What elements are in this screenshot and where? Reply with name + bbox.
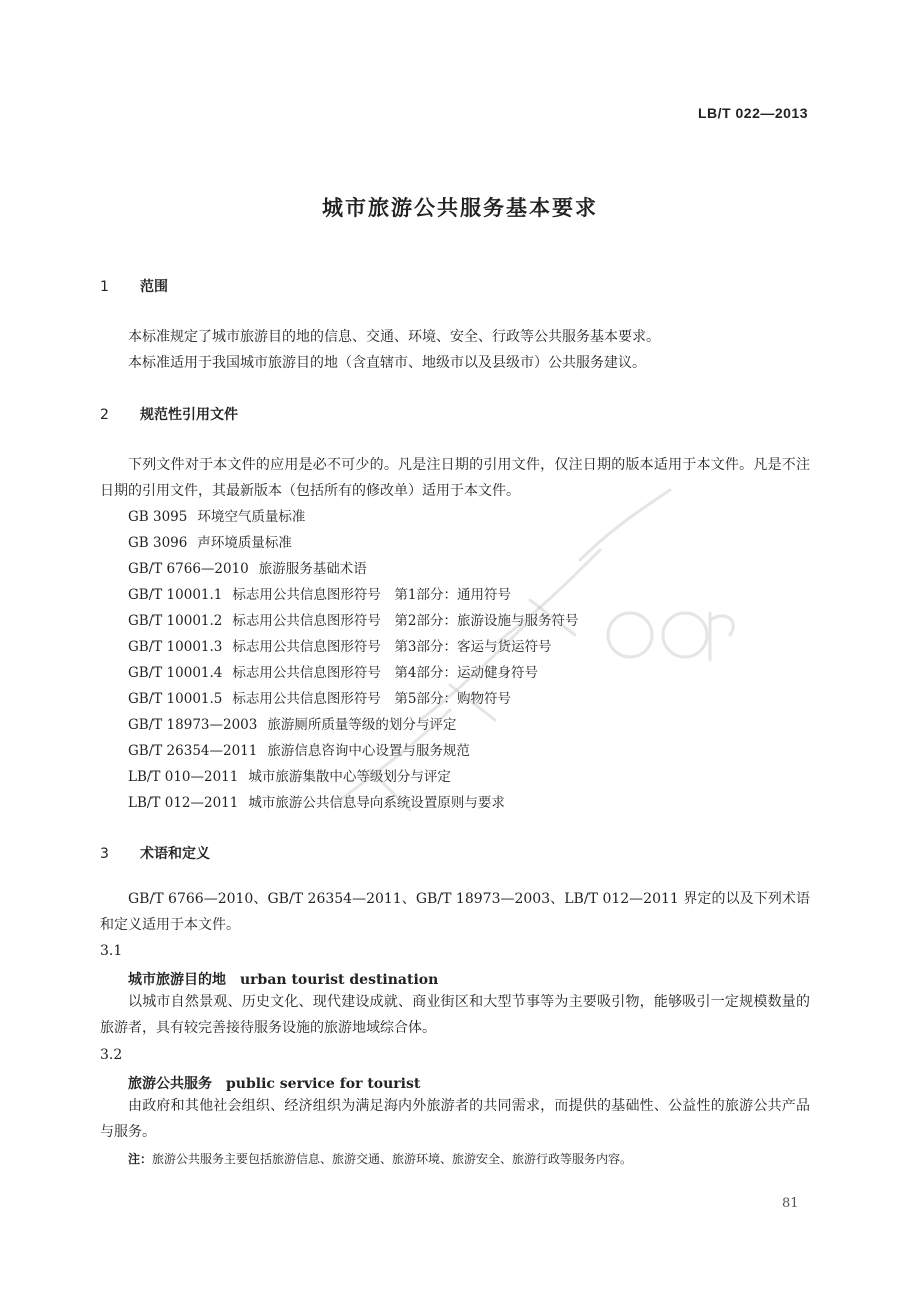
term-en: urban tourist destination — [240, 972, 439, 988]
reference-item — [128, 635, 551, 655]
section-1-heading — [100, 276, 168, 296]
document-title: 城市旅游公共服务基本要求 — [322, 196, 598, 220]
reference-title: 标志用公共信息图形符号 第2部分：旅游设施与服务符号 — [232, 613, 579, 629]
reference-code: LB/T 010—2011 — [128, 769, 239, 785]
reference-title: 旅游服务基础术语 — [258, 561, 367, 577]
reference-code: GB/T 18973—2003 — [128, 717, 258, 733]
reference-item — [128, 557, 367, 577]
terms-intro: GB/T 6766—2010、GB/T 26354—2011、GB/T 18973—2003、LB/T 012—2011 界定的以及下列术语和定义适用于本文件。 — [100, 891, 810, 933]
term-definition: 以城市自然景观、历史文化、现代建设成就、商业街区和大型节事等为主要吸引物，能够吸引一定规模数量的旅游者，具有较完善接待服务设施的旅游地域综合体。 — [100, 994, 810, 1036]
reference-code: LB/T 012—2011 — [128, 795, 239, 811]
term-number: 3.1 — [100, 943, 123, 959]
reference-code: GB/T 10001.4 — [128, 665, 223, 681]
section-3-heading — [100, 843, 210, 863]
term-number: 3.2 — [100, 1047, 123, 1063]
reference-item — [128, 583, 511, 603]
reference-code: GB/T 10001.5 — [128, 691, 223, 707]
term-zh: 城市旅游目的地 — [128, 972, 226, 988]
term-zh: 旅游公共服务 — [128, 1076, 212, 1092]
reference-title: 标志用公共信息图形符号 第5部分：购物符号 — [232, 691, 511, 707]
term-definition: 由政府和其他社会组织、经济组织为满足海内外旅游者的共同需求，而提供的基础性、公益性的旅游公共产品与服务。 — [100, 1098, 810, 1140]
standard-number: LB/T 022—2013 — [698, 105, 808, 121]
reference-title: 标志用公共信息图形符号 第4部分：运动健身符号 — [232, 665, 538, 681]
reference-code: GB/T 6766—2010 — [128, 561, 249, 577]
note-label: 注： — [128, 1152, 153, 1166]
references-intro: 下列文件对于本文件的应用是必不可少的。凡是注日期的引用文件，仅注日期的版本适用于本文件。凡是不注日期的引用文件，其最新版本（包括所有的修改单）适用于本文件。 — [100, 457, 810, 499]
reference-item — [128, 609, 578, 629]
reference-item — [128, 661, 538, 681]
note — [128, 1150, 632, 1167]
reference-title: 城市旅游集散中心等级划分与评定 — [248, 769, 451, 785]
reference-code: GB/T 10001.3 — [128, 639, 223, 655]
section-number: 2 — [100, 407, 109, 423]
reference-item — [128, 713, 456, 733]
term-heading — [128, 969, 438, 989]
reference-item — [128, 791, 505, 811]
section-number: 3 — [100, 846, 109, 862]
reference-code: GB/T 10001.1 — [128, 587, 223, 603]
note-text: 旅游公共服务主要包括旅游信息、旅游交通、旅游环境、旅游安全、旅游行政等服务内容。 — [152, 1152, 633, 1166]
reference-item — [128, 765, 451, 785]
page-number: 81 — [782, 1196, 799, 1211]
reference-item — [128, 739, 470, 759]
term-heading — [128, 1073, 420, 1093]
section-title: 术语和定义 — [140, 846, 210, 862]
scope-paragraph-1: 本标准规定了城市旅游目的地的信息、交通、环境、安全、行政等公共服务基本要求。 — [128, 329, 660, 345]
reference-item — [128, 505, 305, 525]
section-number: 1 — [100, 279, 109, 295]
reference-title: 环境空气质量标准 — [197, 509, 306, 525]
scope-paragraph-2: 本标准适用于我国城市旅游目的地（含直辖市、地级市以及县级市）公共服务建议。 — [128, 355, 646, 371]
reference-item — [128, 531, 292, 551]
reference-code: GB 3096 — [128, 535, 188, 551]
reference-code: GB 3095 — [128, 509, 188, 525]
reference-item — [128, 687, 511, 707]
reference-code: GB/T 10001.2 — [128, 613, 223, 629]
reference-title: 标志用公共信息图形符号 第3部分：客运与货运符号 — [232, 639, 552, 655]
reference-title: 声环境质量标准 — [197, 535, 292, 551]
reference-code: GB/T 26354—2011 — [128, 743, 258, 759]
reference-title: 旅游厕所质量等级的划分与评定 — [267, 717, 457, 733]
reference-title: 旅游信息咨询中心设置与服务规范 — [267, 743, 470, 759]
reference-title: 标志用公共信息图形符号 第1部分：通用符号 — [232, 587, 511, 603]
section-title: 范围 — [140, 279, 168, 295]
section-title: 规范性引用文件 — [140, 407, 238, 423]
section-2-heading — [100, 404, 238, 424]
reference-title: 城市旅游公共信息导向系统设置原则与要求 — [248, 795, 505, 811]
term-en: public service for tourist — [226, 1076, 421, 1092]
